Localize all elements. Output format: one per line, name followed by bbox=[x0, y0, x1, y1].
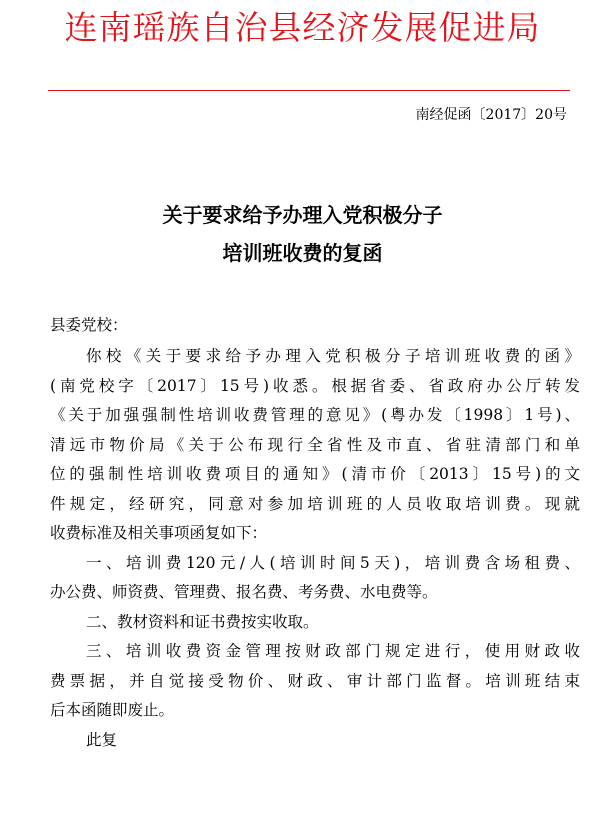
document-title bbox=[0, 196, 605, 272]
body-line: 后本函随即废止。 bbox=[50, 701, 175, 719]
body-line: 二、教材资料和证书费按实收取。 bbox=[86, 612, 319, 631]
title-line: 关于要求给予办理入党积极分子 bbox=[162, 203, 443, 227]
body-line: 件规定，经研究，同意对参加培训班的人员收取培训费。现就 bbox=[50, 494, 580, 513]
body-line: 《关于加强强制性培训收费管理的意见》(粤办发〔1998〕1号)、 bbox=[50, 406, 580, 424]
body-line: 位的强制性培训收费项目的通知》(清市价〔2013〕15号)的文 bbox=[50, 465, 580, 483]
title-line: 培训班收费的复函 bbox=[222, 241, 383, 265]
body-line: 一、培训费120元/人(培训时间5天)，培训费含场租费、 bbox=[86, 553, 580, 572]
letter-body bbox=[50, 342, 580, 755]
body-line: 收费标准及相关事项函复如下： bbox=[50, 524, 268, 542]
body-line: (南党校字〔2017〕15号)收悉。根据省委、省政府办公厅转发 bbox=[50, 376, 580, 395]
body-line: 办公费、师资费、管理费、报名费、考务费、水电费等。 bbox=[50, 583, 438, 601]
document-number: 南经促函〔2017〕20号 bbox=[415, 107, 567, 123]
body-line: 清远市物价局《关于公布现行全省性及市直、省驻清部门和单 bbox=[50, 435, 580, 454]
body-line: 你校《关于要求给予办理入党积极分子培训班收费的函》 bbox=[86, 347, 580, 365]
salutation: 县委党校： bbox=[50, 316, 128, 334]
closing-line: 此复 bbox=[86, 730, 118, 749]
red-header-rule bbox=[48, 90, 570, 91]
body-line: 费票据，并自觉接受物价、财政、审计部门监督。培训班结束 bbox=[50, 671, 580, 690]
issuing-organization: 连南瑶族自治县经济发展促进局 bbox=[64, 8, 541, 47]
body-line: 三、培训收费资金管理按财政部门规定进行，使用财政收 bbox=[86, 642, 580, 660]
